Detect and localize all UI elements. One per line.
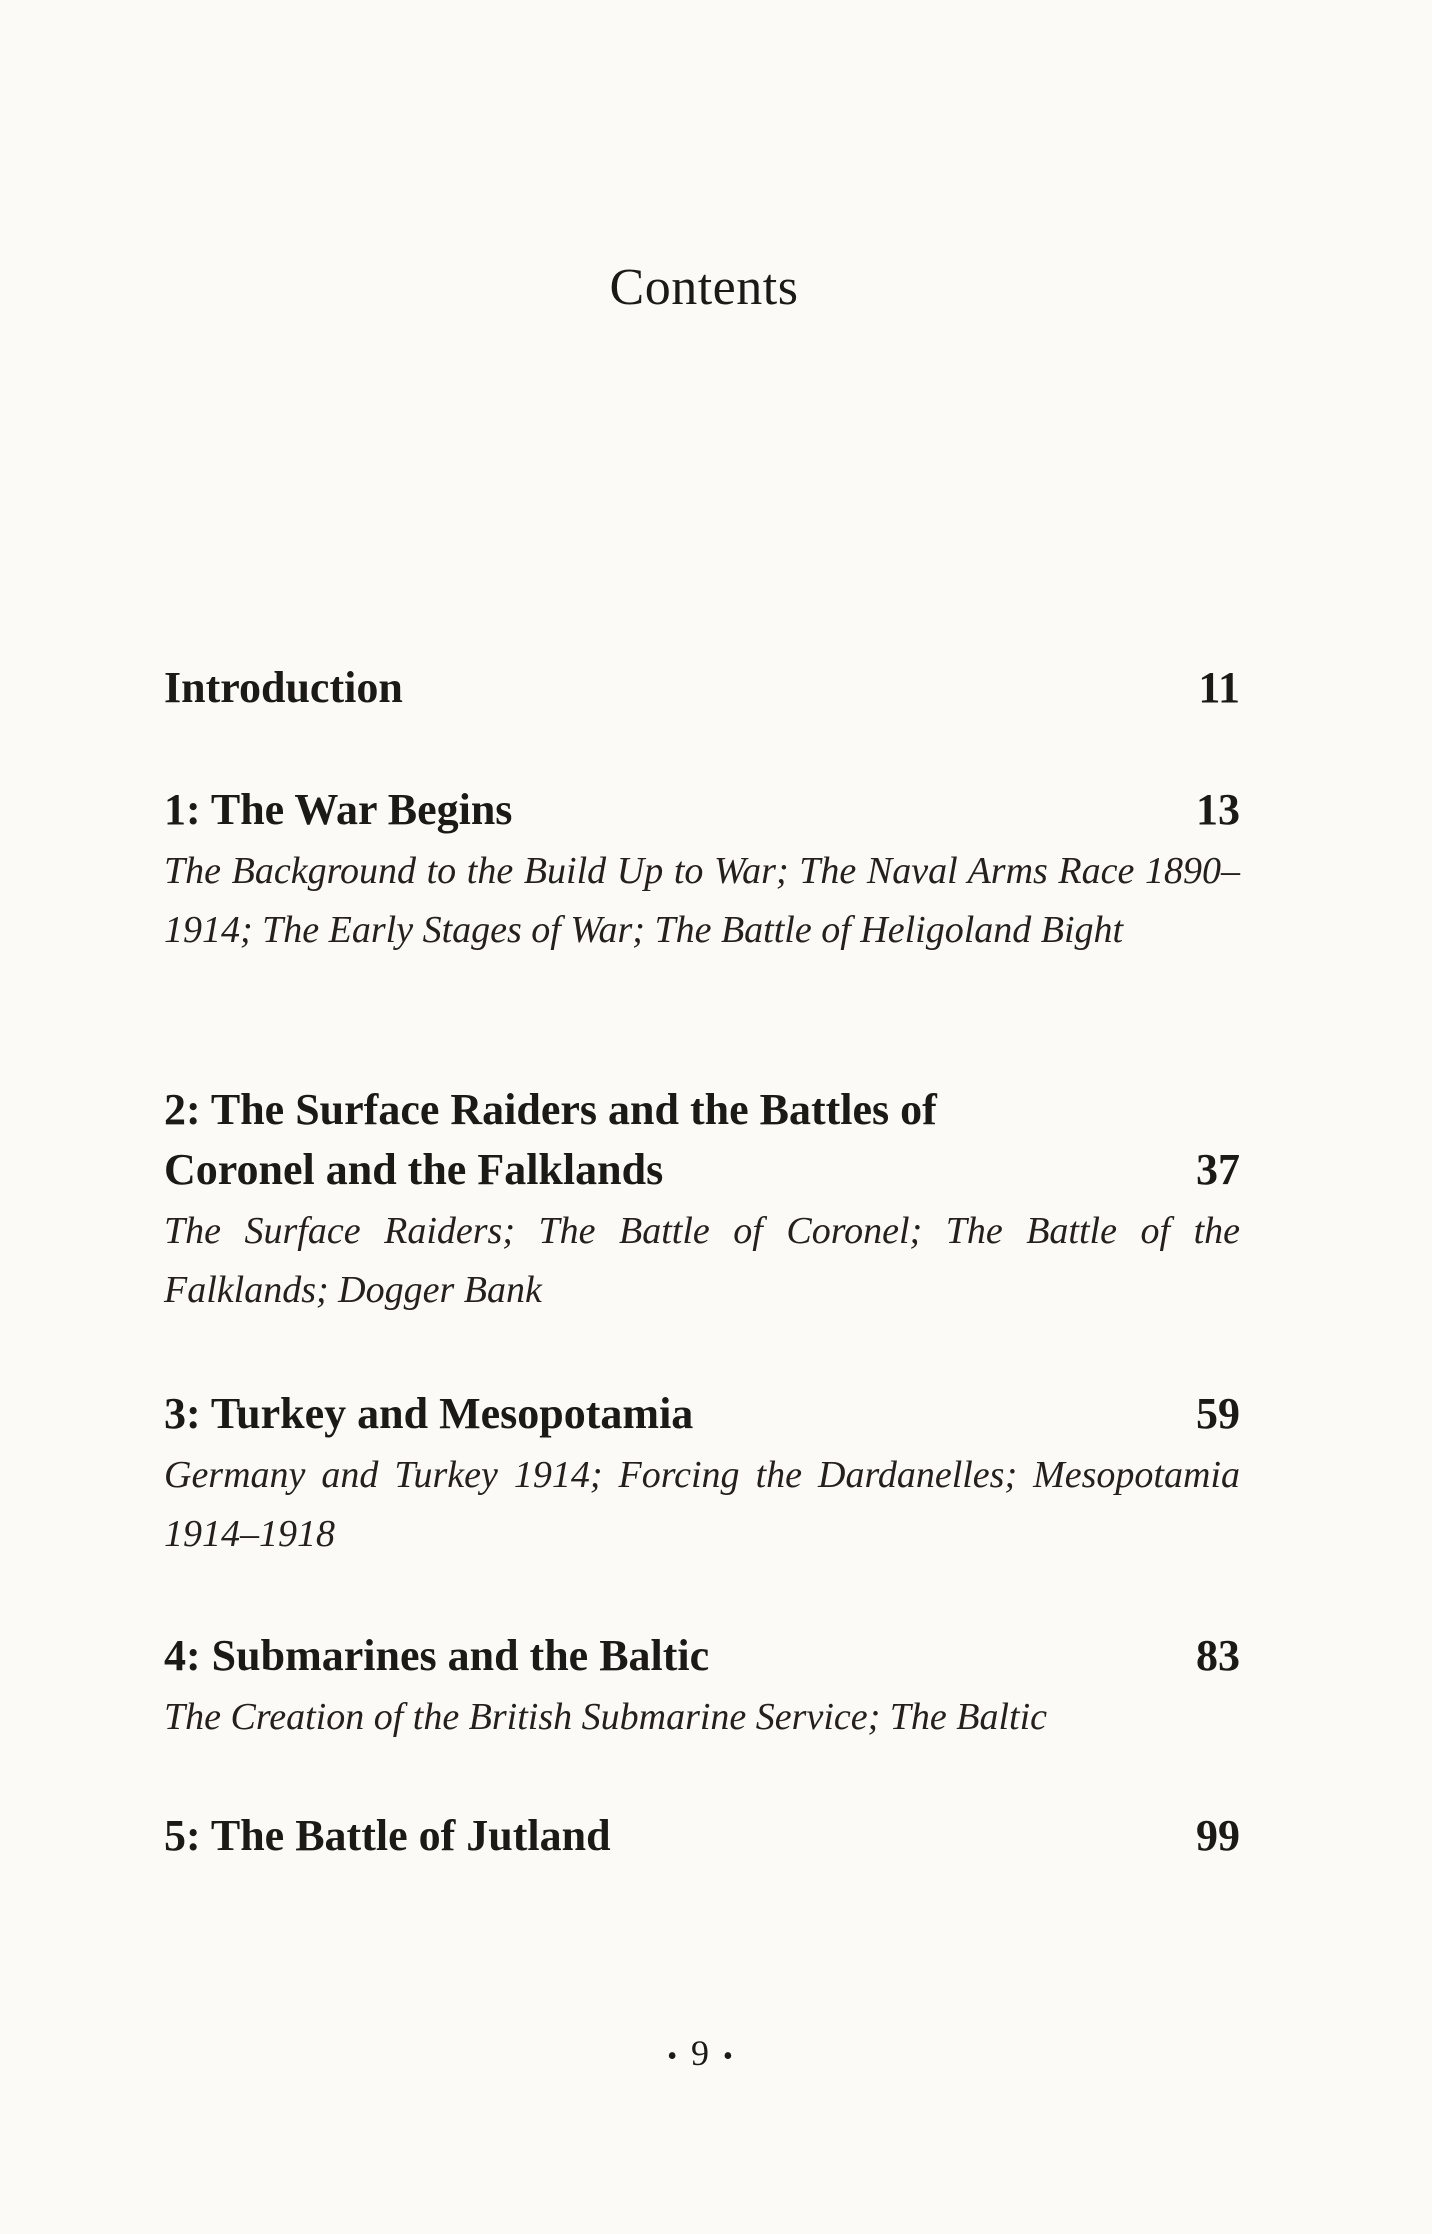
page-number-footer <box>0 2032 1400 2074</box>
entry-subtitle: The Surface Raiders; The Battle of Coronel; The Battle of the Falklands; Dogger Bank <box>164 1210 1240 1311</box>
entry-page-number: 83 <box>1196 1631 1240 1680</box>
entry-title[interactable]: 4: Submarines and the Baltic <box>164 1631 710 1680</box>
toc-entry-chapter-5[interactable] <box>164 1806 1240 1866</box>
toc-entry-chapter-2[interactable] <box>164 1080 1240 1320</box>
page-title: Contents <box>609 259 799 316</box>
entry-subtitle: The Background to the Build Up to War; The Naval Arms Race 1890–1914; The Early Stages of War; The Battle of Heligoland Bight <box>164 850 1240 951</box>
toc-entry-chapter-3[interactable] <box>164 1384 1240 1564</box>
bullet-dot-left: • <box>667 2040 677 2072</box>
entry-title[interactable]: 2: The Surface Raiders and the Battles of Coronel and the Falklands <box>164 1085 937 1194</box>
toc-entry-chapter-1[interactable] <box>164 780 1240 960</box>
folio-number: 9 <box>691 2033 709 2073</box>
entry-page-number: 13 <box>1196 785 1240 834</box>
entry-title[interactable]: 5: The Battle of Jutland <box>164 1811 611 1860</box>
entry-subtitle: Germany and Turkey 1914; Forcing the Dardanelles; Mesopotamia 1914–1918 <box>164 1454 1240 1555</box>
entry-page-number: 99 <box>1196 1811 1240 1860</box>
entry-page-number: 59 <box>1196 1389 1240 1438</box>
toc-entry-chapter-4[interactable] <box>164 1626 1240 1747</box>
entry-subtitle: The Creation of the British Submarine Service; The Baltic <box>164 1696 1048 1738</box>
entry-title[interactable]: Introduction <box>164 663 403 712</box>
entry-title[interactable]: 1: The War Begins <box>164 785 513 834</box>
entry-page-number: 11 <box>1198 663 1240 712</box>
toc-entry-introduction[interactable] <box>164 658 1240 718</box>
entry-title[interactable]: 3: Turkey and Mesopotamia <box>164 1389 694 1438</box>
bullet-dot-right: • <box>723 2040 733 2072</box>
entry-page-number: 37 <box>1196 1145 1240 1194</box>
